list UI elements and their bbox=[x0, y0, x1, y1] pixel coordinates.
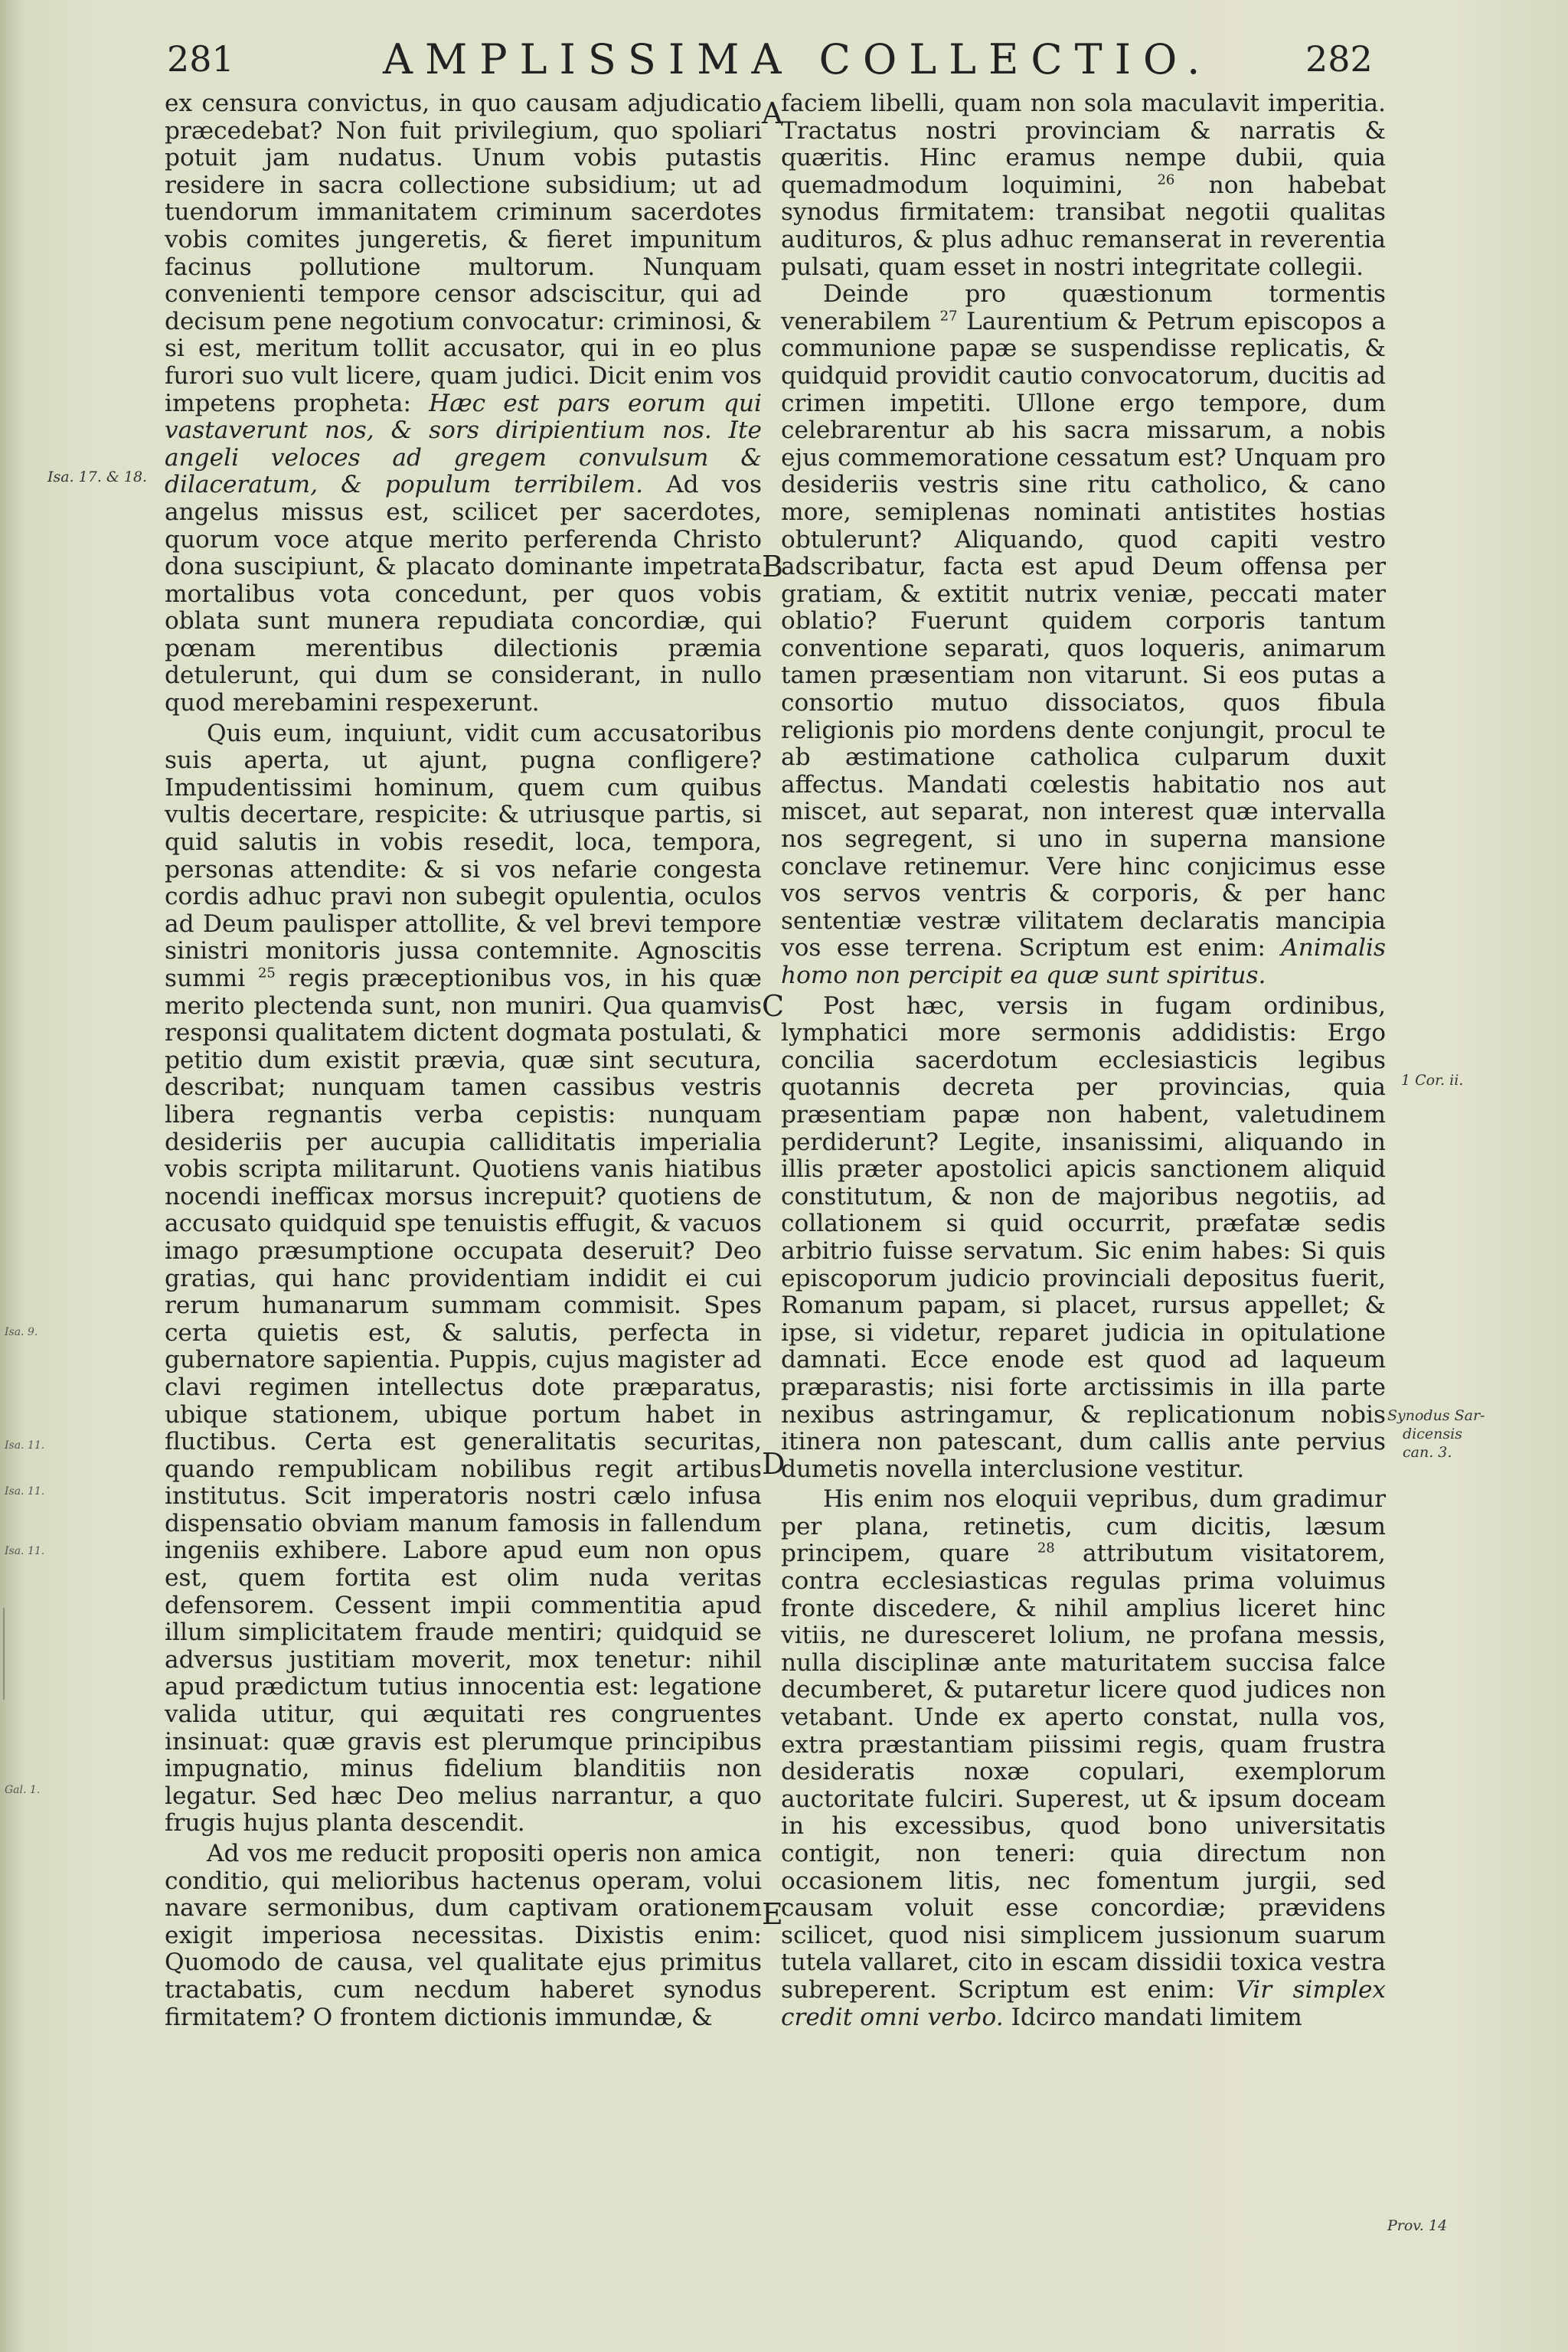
section-letter-e: E bbox=[762, 1897, 783, 1931]
corinthians-quote: Animalis homo non percipit ea quæ sunt spiritus. bbox=[781, 934, 1386, 989]
page-number-left: 281 bbox=[167, 38, 234, 80]
isaiah-quote: Hæc est pars eorum qui vastaverunt nos, & sors diripientium nos. Ite angeli veloces ad gregem convulsum & dilaceratum, & populum terribilem. bbox=[165, 389, 762, 499]
right-column bbox=[781, 90, 1386, 2031]
left-paragraph-2: Quis eum, inquiunt, vidit cum accusatoribus suis aperta, ut ajunt, pugna confligere? Impudentissimi hominum, quem cum quibus vultis decertare, respicite: & utriusque partis, si quid salutis in vobis resedit, loca, tempora, personas attendite: & si vos nefarie congesta cordis adhuc pravi non subegit opulentia, oculos ad Deum paulisper attollite, & vel brevi tempore sinistri monitoris jussa contemnite. Agnoscitis summi $^{25}$ regis præceptionibus vos, in his quæ merito plectenda sunt, non muniri. Qua quamvis responsi qualitatem dictent dogmata postulati, & petitio dum existit prævia, quæ sint secutura, describat; nunquam tamen cassibus vestris libera regnantis verba cepistis: nunquam desideriis per aucupia calliditatis imperialia vobis scripta militarunt. Quotiens vanis hiatibus nocendi inefficax morsus increpuit? quotiens de accusato quidquid spe tenuistis effugit, & vacuos imago præsumptione occupata deseruit? Deo gratias, qui hanc providentiam indidit ei cui rerum humanarum summam commisit. Spes certa quietis est, & salutis, perfecta in gubernatore sapientia. Puppis, cujus magister ad clavi regimen intellectus dote præparatus, ubique stationem, ubique portum habet in fluctibus. Certa est generalitatis securitas, quando rempublicam nobilibus regit artibus institutus. Scit imperatoris nostri cælo infusa dispensatio obviam manum famosis in fallendum ingeniis exhibere. Labore apud eum non opus est, quem fortita est olim nuda veritas defensorem. Cessent impii commentitia apud illum simplicitatem fraude mentiri; quidquid se adversus justitiam moverit, mox tenetur: nihil apud prædictum tutius innocentia est: legatione valida utitur, qui æquitati res congruentes insinuat: quæ gravis est plerumque principibus impugnatio, minus fidelium blanditiis non legatur. Sed hæc Deo melius narrantur, a quo frugis hujus planta descendit. bbox=[165, 719, 762, 1838]
gutter-note-3: Isa. 11. bbox=[5, 1485, 45, 1498]
footnote-marker-27: 27 bbox=[939, 308, 958, 325]
right-paragraph-2: Deinde pro quæstionum tormentis venerabilem $^{27}$ Laurentium & Petrum episcopos a communione papæ se suspendisse replicatis, & quidquid providit cautio convocatorum, ducitis ad crimen impetiti. Ullone ergo tempore, dum celebrarentur ab his sacra missarum, a nobis ejus commemoratione cessatum est? Unquam pro desideriis vestris sine ritu catholico, & cano more, semiplenas nominati antistites hostias obtulerunt? Aliquando, quod capiti vestro adscribatur, facta est apud Deum offensa per gratiam, & extitit nutrix veniæ, peccati mater oblatio? Fuerunt quidem corporis tantum conventione separati, quos loqueris, animarum tamen præsentiam non vitarunt. Si eos putas a consortio mutuo dissociatos, quos fibula religionis pio mordens dente conjungit, procul te ab æstimatione catholica culparum duxit affectus. Mandati cœlestis habitatio nos aut miscet, aut separat, non interest quæ intervalla nos segregent, si uno in superna mansione conclave retinemur. Vere hinc conjicimus esse vos servos ventris & corporis, & per hanc sententiæ vestræ vilitatem declaratis mancipia vos esse terrena. Scriptum est enim: Animalis homo non percipit ea quæ sunt spiritus. bbox=[781, 280, 1386, 989]
section-letter-b: B bbox=[762, 550, 783, 583]
gutter-note-5: Gal. 1. bbox=[5, 1784, 41, 1796]
margin-note-synodus-3: can. 3. bbox=[1403, 1444, 1452, 1461]
margin-note-synodus-2: dicensis bbox=[1403, 1426, 1462, 1442]
gutter-note-4: Isa. 11. bbox=[5, 1545, 45, 1557]
right-paragraph-4: His enim nos eloquii vepribus, dum gradimur per plana, retinetis, cum dicitis, læsum principem, quare $^{28}$ attributum visitatorem, contra ecclesiasticas regulas prima voluimus fronte discedere, & nihil amplius liceret hinc vitiis, ne duresceret lolium, ne profana messis, nulla disciplinæ ante maturitatem succisa falce decumberet, & putaretur licere quod judices non vetabant. Unde ex aperto constat, nulla vos, extra præstantiam piissimi regis, quam frustra desideratis noxæ copulari, exemplorum auctoritate fulciri. Superest, ut & ipsum doceam in his excessibus, quod bono universitatis contigit, non teneri: quia directum non occasionem litis, nec fomentum jurgii, sed causam voluit esse concordiæ; prævidens scilicet, quod nisi simplicem jussionum suarum tutela vallaret, cito in escam dissidii toxica vestra subreperent. Scriptum est enim: Vir simplex credit omni verbo. Idcirco mandati limitem bbox=[781, 1485, 1386, 2031]
section-letter-d: D bbox=[762, 1447, 786, 1481]
section-letter-a: A bbox=[762, 96, 783, 130]
footnote-marker-26: 26 bbox=[1157, 172, 1175, 188]
gutter-note-2: Isa. 11. bbox=[5, 1439, 45, 1452]
footnote-marker-28: 28 bbox=[1037, 1540, 1055, 1557]
right-paragraph-3: Post hæc, versis in fugam ordinibus, lymphatici more sermonis addidistis: Ergo concilia sacerdotum ecclesiasticis legibus quotannis decreta per provincias, quia præsentiam papæ non habent, valetudinem perdiderunt? Legite, insanissimi, aliquando in illis præter apostolici apicis sanctionem aliquid constitutum, & non de majoribus negotiis, ad collationem si quid occurrit, præfatæ sedis arbitrio fuisse servatum. Sic enim habes: Si quis episcoporum judicio provinciali depositus fuerit, Romanum papam, si placet, rursus appellet; & ipse, si videtur, reparet judicia in opitulatione damnati. Ecce enode est quod ad laqueum præparastis; nisi forte arctissimis in illa parte nexibus astringamur, & replicationum nobis itinera non patescant, dum callis ante pervius dumetis novella interclusione vestitur. bbox=[781, 991, 1386, 1483]
margin-note-corinthians: 1 Cor. ii. bbox=[1401, 1072, 1464, 1089]
margin-note-proverbs: Prov. 14 bbox=[1387, 2217, 1448, 2234]
left-column bbox=[165, 90, 762, 2031]
footnote-marker-25: 25 bbox=[257, 965, 276, 982]
section-letter-c: C bbox=[762, 989, 785, 1023]
gutter-note-1: Isa. 9. bbox=[5, 1326, 38, 1338]
proverbs-quote: Vir simplex credit omni verbo. bbox=[781, 1975, 1386, 2031]
gutter-binding-mark bbox=[3, 1608, 5, 1700]
right-paragraph-1: faciem libelli, quam non sola maculavit imperitia. Tractatus nostri provinciam & narratis & quæritis. Hinc eramus nempe dubii, quia quemadmodum loquimini, $^{26}$ non habebat synodus firmitatem: transibat negotii qualitas audituros, & plus adhuc remanserat in reverentia pulsati, quam esset in nostri integritate collegii. bbox=[781, 90, 1387, 281]
margin-note-isaiah: Isa. 17. & 18. bbox=[47, 469, 148, 485]
left-paragraph-3: Ad vos me reducit propositi operis non amica conditio, qui melioribus hactenus operam, volui navare sermonibus, dum captivam orationem exigit imperiosa necessitas. Dixistis enim: Quomodo de causa, vel qualitate ejus primitus tractabatis, cum necdum haberet synodus firmitatem? O frontem dictionis immundæ, & bbox=[165, 1840, 762, 2031]
running-title: AMPLISSIMA COLLECTIO. bbox=[383, 35, 1213, 83]
page-number-right: 282 bbox=[1305, 38, 1373, 80]
margin-note-synodus-1: Synodus Sar- bbox=[1387, 1407, 1485, 1424]
left-paragraph-1: ex censura convictus, in quo causam adjudicatio præcedebat? Non fuit privilegium, quo spoliari potuit jam nudatus. Unum vobis putastis residere in sacra collectione subsidium; ut ad tuendorum immanitatem criminum sacerdotes vobis comites jungeretis, & fieret impunitum facinus pollutione multorum. Nunquam convenienti tempore censor adsciscitur, qui ad decisum pene negotium convocatur: criminosi, & si est, meritum tollit accusator, qui in eo plus furori suo vult licere, quam judici. Dicit enim vos impetens propheta: Hæc est pars eorum qui vastaverunt nos, & sors diripientium nos. Ite angeli veloces ad gregem convulsum & dilaceratum, & populum terribilem. Ad vos angelus missus est, scilicet per sacerdotes, quorum voce atque merito perferenda Christo dona suscipiunt, & placato dominante impetrata mortalibus vota concedunt, per quos vobis oblata sunt munera repudiata concordiæ, qui pœnam merentibus dilectionis præmia detulerunt, qui dum se considerant, in nullo quod merebamini respexerunt. bbox=[165, 90, 762, 717]
